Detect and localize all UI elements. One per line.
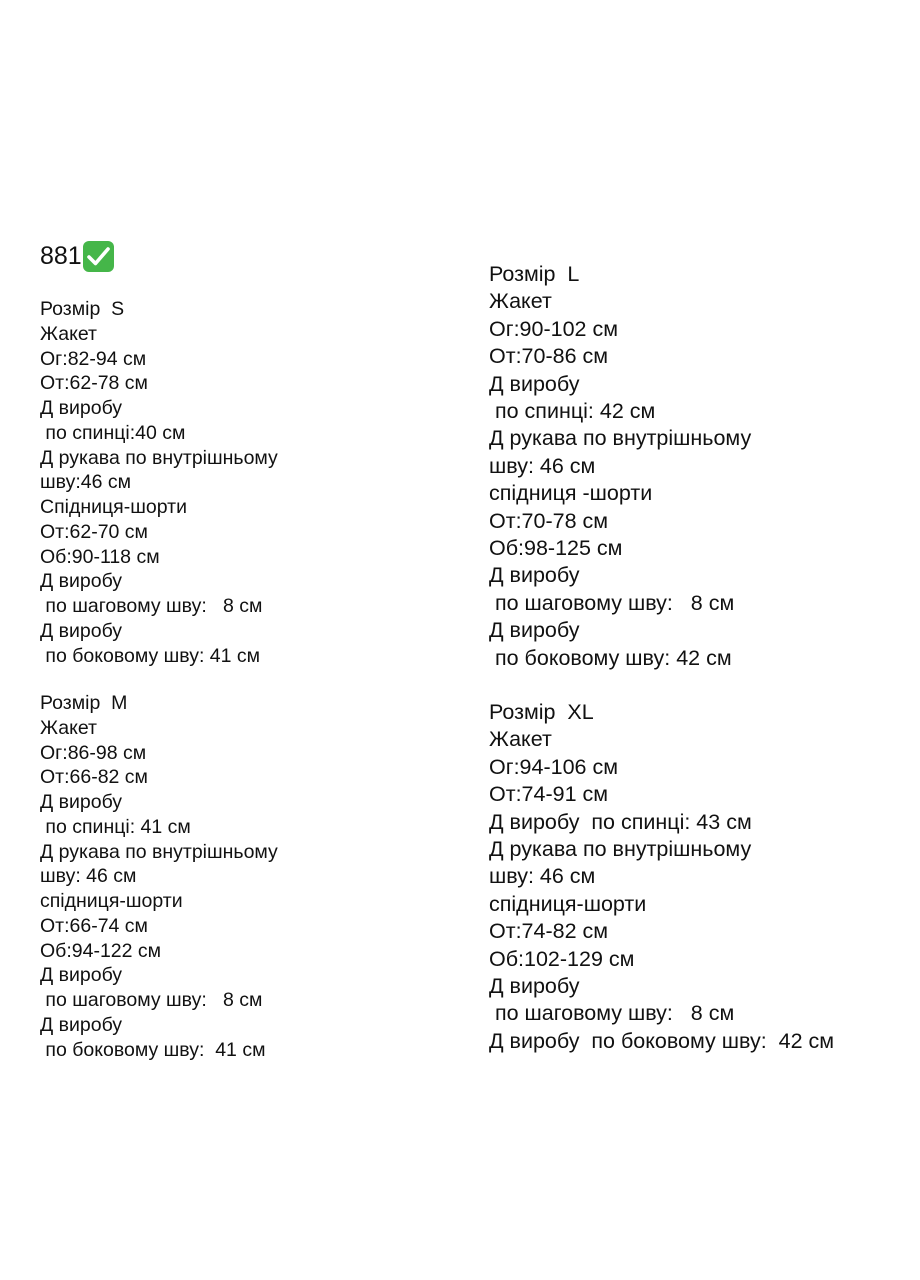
measurement-line: От:66-74 см bbox=[40, 914, 148, 937]
size-block-s bbox=[40, 297, 278, 668]
measurement-line: Д виробу bbox=[489, 563, 580, 588]
measurement-line: по спинці:40 см bbox=[40, 421, 186, 444]
measurement-line: шву: 46 см bbox=[40, 865, 137, 888]
measurement-line: Жакет bbox=[489, 289, 552, 314]
measurement-line: От:62-78 см bbox=[40, 372, 148, 395]
measurement-line: От:70-86 см bbox=[489, 344, 609, 369]
measurement-line: Д рукава по внутрішньому bbox=[40, 840, 278, 863]
measurement-line: Д виробу bbox=[40, 964, 123, 987]
measurement-line: Ог:90-102 см bbox=[489, 316, 618, 341]
measurement-line: От:74-82 см bbox=[489, 919, 609, 944]
measurement-line: Д виробу по боковому шву: 42 см bbox=[489, 1028, 835, 1053]
measurement-line: по шаговому шву: 8 см bbox=[40, 989, 263, 1011]
measurement-line: Жакет bbox=[40, 322, 97, 345]
white-check-mark-icon bbox=[83, 241, 114, 272]
size-block-l bbox=[489, 261, 751, 672]
measurement-line: Об:102-129 см bbox=[489, 946, 635, 971]
measurement-line: Д виробу bbox=[40, 1013, 123, 1036]
measurement-line: Д виробу bbox=[489, 974, 580, 999]
measurement-line: От:62-70 см bbox=[40, 520, 148, 543]
measurement-line: Об:98-125 см bbox=[489, 536, 623, 561]
size-heading: Розмір L bbox=[489, 262, 580, 286]
measurement-line: От:74-91 см bbox=[489, 782, 609, 807]
measurement-line: Об:94-122 см bbox=[40, 939, 162, 962]
measurement-line: Об:90-118 см bbox=[40, 545, 160, 568]
measurement-line: Д виробу bbox=[40, 397, 123, 419]
measurement-line: Д виробу bbox=[489, 371, 580, 396]
measurement-line: спідниця-шорти bbox=[489, 891, 647, 916]
measurement-line: по боковому шву: 41 см bbox=[40, 644, 261, 667]
measurement-line: Спідниця-шорти bbox=[40, 496, 187, 518]
measurement-line: спідниця-шорти bbox=[40, 890, 183, 912]
measurement-line: Д виробу по спинці: 43 см bbox=[489, 809, 752, 834]
measurement-line: по шаговому шву: 8 см bbox=[489, 590, 735, 615]
measurement-line: От:66-82 см bbox=[40, 766, 148, 789]
measurement-line: шву: 46 см bbox=[489, 453, 596, 478]
product-code: 881 bbox=[40, 242, 82, 270]
size-block-m bbox=[40, 691, 278, 1062]
measurement-line: Д рукава по внутрішньому bbox=[40, 446, 278, 469]
measurement-line: по шаговому шву: 8 см bbox=[489, 1001, 735, 1026]
measurement-line: по боковому шву: 41 см bbox=[40, 1038, 266, 1061]
measurement-line: Д виробу bbox=[489, 618, 580, 643]
measurement-line: Д виробу bbox=[40, 619, 123, 642]
measurement-line: Ог:94-106 см bbox=[489, 754, 618, 779]
measurement-line: по боковому шву: 42 см bbox=[489, 645, 732, 670]
measurement-line: Д рукава по внутрішньому bbox=[489, 837, 752, 862]
measurement-line: шву: 46 см bbox=[489, 864, 596, 889]
size-heading: Розмір M bbox=[40, 692, 128, 714]
measurement-line: по шаговому шву: 8 см bbox=[40, 595, 263, 617]
size-block-xl bbox=[489, 699, 834, 1055]
measurement-line: Д виробу bbox=[40, 791, 123, 813]
size-heading: Розмір XL bbox=[489, 700, 594, 724]
measurement-line: Д виробу bbox=[40, 570, 123, 593]
measurement-line: шву:46 см bbox=[40, 471, 132, 494]
size-heading: Розмір S bbox=[40, 298, 125, 320]
product-code-header bbox=[40, 238, 114, 274]
measurement-line: спідниця -шорти bbox=[489, 481, 653, 506]
measurement-line: Ог:86-98 см bbox=[40, 741, 147, 764]
measurement-line: Д рукава по внутрішньому bbox=[489, 426, 752, 451]
measurement-line: Жакет bbox=[489, 727, 552, 752]
measurement-line: по спинці: 42 см bbox=[489, 399, 656, 424]
measurement-line: Ог:82-94 см bbox=[40, 347, 147, 370]
measurement-line: по спинці: 41 см bbox=[40, 815, 191, 838]
measurement-line: От:70-78 см bbox=[489, 508, 609, 533]
measurement-line: Жакет bbox=[40, 716, 97, 739]
